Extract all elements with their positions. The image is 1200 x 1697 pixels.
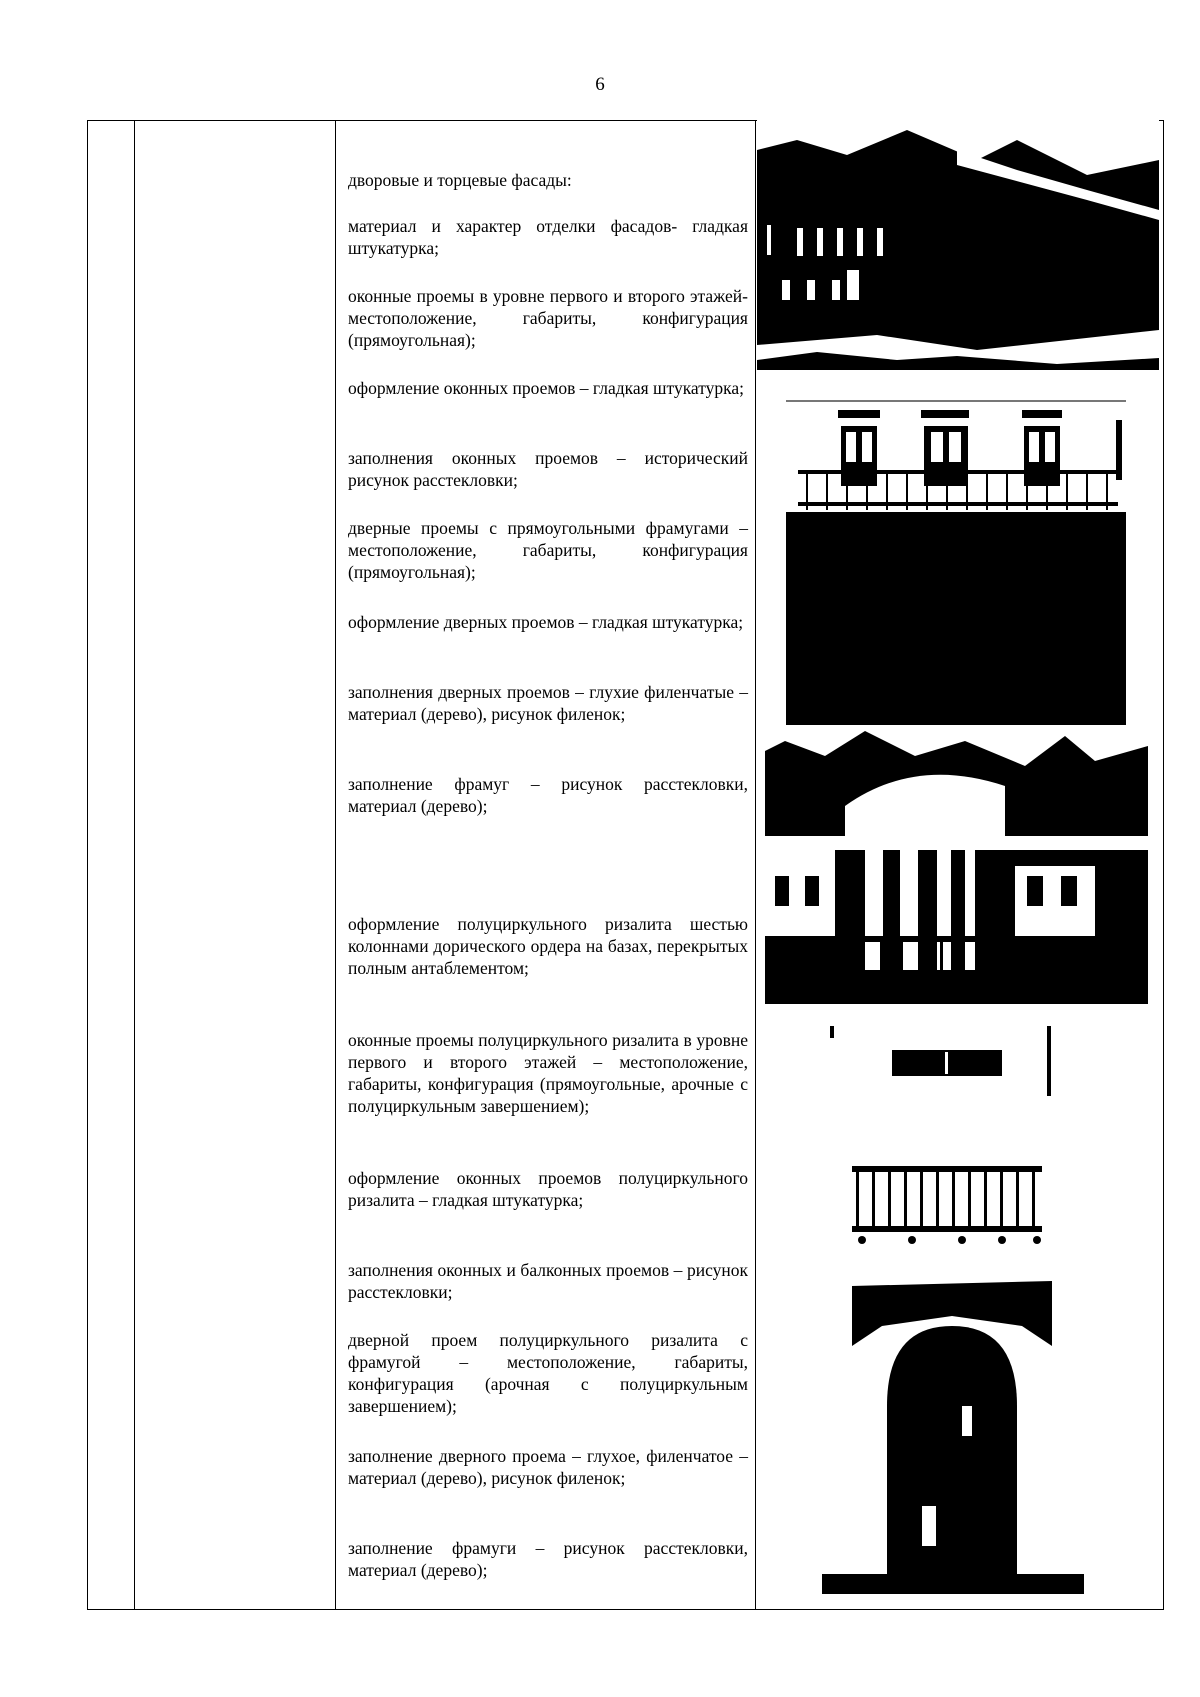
balcony-windows-facade-photo: [786, 400, 1126, 725]
column-divider-3: [755, 121, 756, 1609]
paragraph: дверные проемы с прямоугольными фрамугами – местоположение, габариты, конфигурация (прямоугольная);: [348, 518, 748, 582]
paragraph: оформление полуциркульного ризалита шестью колоннами дорического ордера на базах, перекрытых полным антаблементом;: [348, 914, 748, 978]
risalit-window-balcony-arched-door-photo: [822, 1026, 1084, 1594]
paragraph: заполнения оконных проемов – исторический рисунок расстекловки;: [348, 448, 748, 490]
paragraph: заполнения оконных и балконных проемов – рисунок расстекловки;: [348, 1260, 748, 1302]
paragraph: оформление оконных проемов полуциркульного ризалита – гладкая штукатурка;: [348, 1168, 748, 1210]
paragraph: оконные проемы полуциркульного ризалита в уровне первого и второго этажей – местоположение, габариты, конфигурация (прямоугольные, арочные с полуциркульным завершением);: [348, 1030, 748, 1116]
paragraph: заполнение фрамуги – рисунок расстекловки, материал (дерево);: [348, 1538, 748, 1580]
paragraph: оформление дверных проемов – гладкая штукатурка;: [348, 612, 744, 632]
paragraph: заполнение фрамуг – рисунок расстекловки, материал (дерево);: [348, 774, 748, 816]
semicircular-risalit-columns-photo: [765, 726, 1148, 1004]
paragraph: заполнение дверного проема – глухое, филенчатое – материал (дерево), рисунок филенок;: [348, 1446, 748, 1488]
page-number: 6: [595, 74, 605, 95]
description-cell: [348, 121, 748, 1609]
column-divider-1: [134, 121, 135, 1609]
paragraph: оконные проемы в уровне первого и второго этажей- местоположение, габариты, конфигурация (прямоугольная);: [348, 286, 748, 350]
paragraph: оформление оконных проемов – гладкая штукатурка;: [348, 378, 745, 398]
courtyard-facade-photo: [757, 120, 1159, 370]
paragraph: дверной проем полуциркульного ризалита с фрамугой – местоположение, габариты, конфигурация (арочная с полуциркульным завершением);: [348, 1330, 748, 1416]
paragraph: материал и характер отделки фасадов- гладкая штукатурка;: [348, 216, 748, 258]
column-divider-2: [335, 121, 336, 1609]
paragraph: дворовые и торцевые фасады:: [348, 170, 572, 190]
paragraph: заполнения дверных проемов – глухие филенчатые – материал (дерево), рисунок филенок;: [348, 682, 748, 724]
